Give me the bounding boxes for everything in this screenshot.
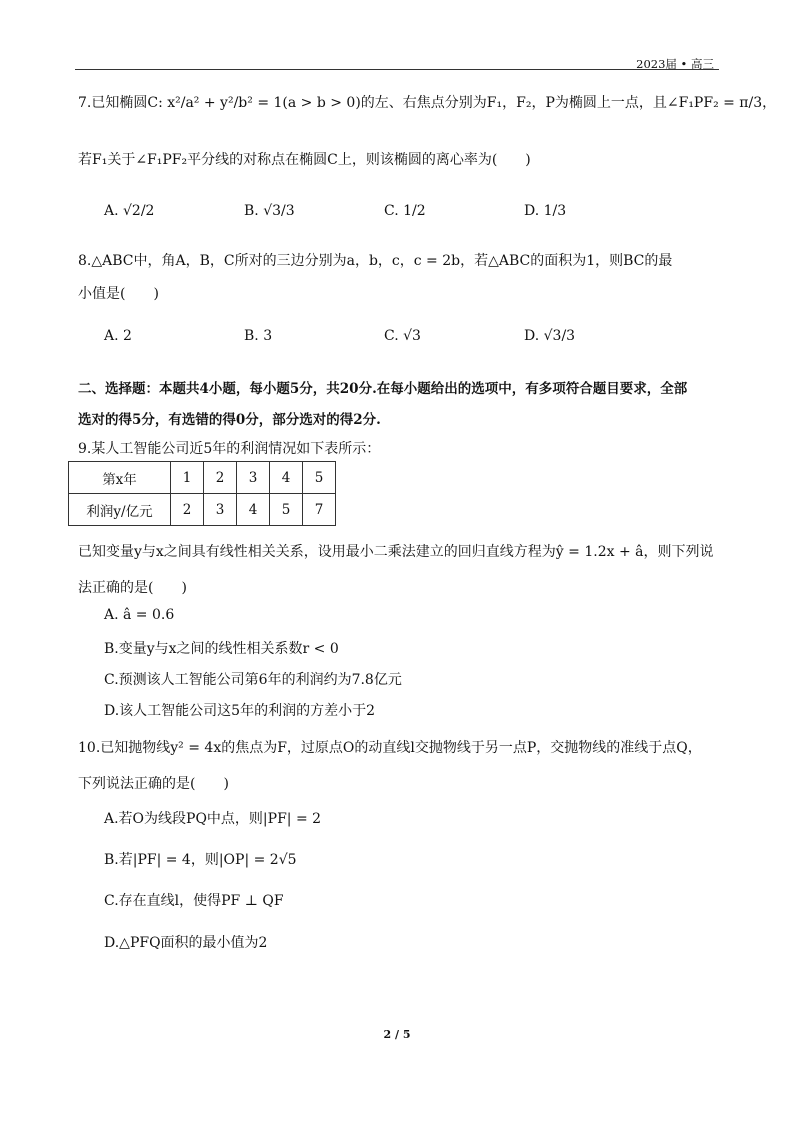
q7-line1: 7.已知椭圆C: x²/a² + y²/b² = 1(a > b > 0)的左、右焦点分别为F₁，F₂，P为椭圆上一点，且∠F₁PF₂ = π/3， xyxy=(78,95,777,111)
page-number: 2 / 5 xyxy=(383,1028,411,1041)
table-row-label: 利润y/亿元 xyxy=(69,494,171,526)
table-cell: 4 xyxy=(237,494,270,526)
q8-line1: 8.△ABC中，角A，B，C所对的三边分别为a，b，c，c = 2b，若△ABC的面积为1，则BC的最 xyxy=(78,253,673,269)
q8-option-a: A. 2 xyxy=(104,328,132,344)
table-row xyxy=(69,494,336,526)
q7-line2: 若F₁关于∠F₁PF₂平分线的对称点在椭圆C上，则该椭圆的离心率为( ) xyxy=(78,152,531,168)
q10-option-c: C.存在直线l，使得PF ⊥ QF xyxy=(104,893,284,909)
table-row-label: 第x年 xyxy=(69,462,171,494)
q9-line2: 法正确的是( ) xyxy=(78,580,187,596)
q9-line1: 已知变量y与x之间具有线性相关关系，设用最小二乘法建立的回归直线方程为ŷ = 1.2x + â，则下列说 xyxy=(78,544,714,560)
q8-option-b: B. 3 xyxy=(244,328,273,344)
q10-option-d: D.△PFQ面积的最小值为2 xyxy=(104,935,268,951)
section2-line2: 选对的得5分，有选错的得0分，部分选对的得2分. xyxy=(78,412,381,428)
q9-option-c: C.预测该人工智能公司第6年的利润约为7.8亿元 xyxy=(104,672,402,688)
q7-option-a: A. √2/2 xyxy=(104,203,155,219)
q8-line2: 小值是( ) xyxy=(78,286,159,302)
table-row xyxy=(69,462,336,494)
q7-option-d: D. 1/3 xyxy=(524,203,567,219)
q10-line1: 10.已知抛物线y² = 4x的焦点为F，过原点O的动直线l交抛物线于另一点P，交抛物线的准线于点Q， xyxy=(78,740,702,756)
q7-option-c: C. 1/2 xyxy=(384,203,426,219)
q8-option-c: C. √3 xyxy=(384,328,421,344)
q9-intro: 9.某人工智能公司近5年的利润情况如下表所示： xyxy=(78,441,381,457)
table-cell: 1 xyxy=(171,462,204,494)
table-cell: 2 xyxy=(171,494,204,526)
q10-line2: 下列说法正确的是( ) xyxy=(78,776,229,792)
table-cell: 5 xyxy=(270,494,303,526)
table-cell: 2 xyxy=(204,462,237,494)
table-cell: 3 xyxy=(237,462,270,494)
table-cell: 3 xyxy=(204,494,237,526)
header-divider xyxy=(75,69,719,70)
q8-option-d: D. √3/3 xyxy=(524,328,576,344)
table-cell: 4 xyxy=(270,462,303,494)
header-title: 2023届 • 高三 xyxy=(636,57,714,71)
q9-option-d: D.该人工智能公司这5年的利润的方差小于2 xyxy=(104,703,375,719)
q10-option-a: A.若O为线段PQ中点，则|PF| = 2 xyxy=(104,811,322,827)
table-cell: 5 xyxy=(303,462,336,494)
q9-option-a: A. â = 0.6 xyxy=(104,607,175,623)
section2-line1: 二、选择题：本题共4小题，每小题5分，共20分.在每小题给出的选项中，有多项符合题目要求，全部 xyxy=(78,381,688,397)
q7-option-b: B. √3/3 xyxy=(244,203,295,219)
table-cell: 7 xyxy=(303,494,336,526)
q10-option-b: B.若|PF| = 4，则|OP| = 2√5 xyxy=(104,852,297,868)
q9-option-b: B.变量y与x之间的线性相关系数r < 0 xyxy=(104,641,339,657)
profit-table xyxy=(68,461,336,526)
